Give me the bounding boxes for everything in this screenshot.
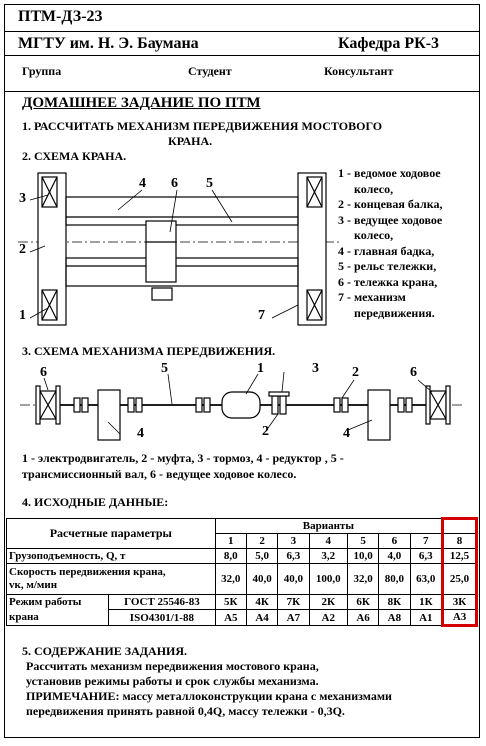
- iso-value: А2: [309, 610, 347, 626]
- param-header: Расчетные параметры: [7, 519, 216, 549]
- variant-number: 2: [246, 534, 277, 549]
- speed-value: 100,0: [309, 564, 347, 595]
- mech-label-1: 1: [257, 361, 264, 376]
- variant-8-top: [443, 519, 477, 534]
- crane-label-3: 3: [19, 191, 26, 206]
- crane-label-1: 1: [19, 308, 26, 323]
- speed-value: 40,0: [246, 564, 277, 595]
- legend-item: 3 - ведущее ходовое: [338, 212, 443, 227]
- university: МГТУ им. Н. Э. Баумана: [18, 35, 199, 52]
- gost-value: 1К: [410, 595, 443, 610]
- gost-value: 4К: [246, 595, 277, 610]
- gost-value: 7К: [278, 595, 309, 610]
- mech-label-6: 6: [410, 365, 417, 380]
- mech-legend-line2: трансмиссионный вал, 6 - ведущее ходовое колесо.: [22, 467, 297, 481]
- mech-label-3: 3: [312, 361, 319, 376]
- gost-value: 2К: [309, 595, 347, 610]
- variant-number: 7: [410, 534, 443, 549]
- section2-title: 2. СХЕМА КРАНА.: [22, 149, 127, 163]
- mech-label-4: 4: [343, 426, 350, 441]
- mech-label-2: 2: [262, 424, 269, 439]
- crane-label-5: 5: [206, 176, 213, 191]
- iso-value-highlighted: А3: [443, 610, 477, 626]
- capacity-value: 6,3: [278, 549, 309, 564]
- mech-legend-line1: 1 - электродвигатель, 2 - муфта, 3 - тормоз, 4 - редуктор , 5 -: [22, 451, 344, 465]
- gost-label: ГОСТ 25546-83: [109, 595, 215, 610]
- speed-value: 32,0: [215, 564, 246, 595]
- section5-line4: передвижения принять равной 0,4Q, массу тележки - 0,3Q.: [26, 704, 345, 718]
- capacity-value: 5,0: [246, 549, 277, 564]
- capacity-value-highlighted: 12,5: [443, 549, 477, 564]
- legend-item: 7 - механизм: [338, 290, 406, 304]
- crane-label-6: 6: [171, 176, 178, 191]
- variant-number: 1: [215, 534, 246, 549]
- legend-item: колесо,: [354, 181, 394, 196]
- iso-value: А8: [379, 610, 410, 626]
- capacity-value: 4,0: [379, 549, 410, 564]
- section3-title: 3. СХЕМА МЕХАНИЗМА ПЕРЕДВИЖЕНИЯ.: [22, 344, 276, 358]
- section5-title: 5. СОДЕРЖАНИЕ ЗАДАНИЯ.: [22, 644, 188, 658]
- params-table: [6, 517, 478, 627]
- variant-number: 5: [347, 534, 378, 549]
- speed-value-highlighted: 25,0: [443, 564, 477, 595]
- doc-code: ПТМ-ДЗ-23: [18, 8, 103, 25]
- speed-label-line1: Скорость передвижения крана,: [9, 566, 166, 578]
- student-label: Студент: [188, 64, 232, 78]
- speed-label-line2: vк, м/мин: [9, 579, 58, 591]
- mech-label-6: 6: [40, 365, 47, 380]
- iso-value: А1: [410, 610, 443, 626]
- section5-line2: установив режимы работы и срок службы механизма.: [26, 674, 319, 688]
- mode-label-line2: крана: [7, 610, 109, 626]
- capacity-value: 3,2: [309, 549, 347, 564]
- variant-number: 4: [309, 534, 347, 549]
- variant-number: 3: [278, 534, 309, 549]
- capacity-value: 10,0: [347, 549, 378, 564]
- legend-item: колесо,: [354, 228, 394, 242]
- section4-title: 4. ИСХОДНЫЕ ДАННЫЕ:: [22, 495, 169, 509]
- consultant-label: Консультант: [324, 64, 394, 78]
- speed-value: 32,0: [347, 564, 378, 595]
- speed-value: 40,0: [278, 564, 309, 595]
- capacity-label: Грузоподъемность, Q, т: [7, 549, 216, 564]
- crane-label-7: 7: [258, 308, 265, 323]
- mech-label-2: 2: [352, 365, 359, 380]
- gost-value: 6К: [347, 595, 378, 610]
- variants-header: Варианты: [215, 519, 442, 534]
- iso-value: А5: [215, 610, 246, 626]
- section5-line3: ПРИМЕЧАНИЕ: массу металлоконструкции крана с механизмами: [26, 689, 392, 703]
- mode-label-line1: Режим работы: [7, 595, 109, 610]
- capacity-value: 6,3: [410, 549, 443, 564]
- section1-line1: 1. РАССЧИТАТЬ МЕХАНИЗМ ПЕРЕДВИЖЕНИЯ МОСТОВОГО: [22, 119, 383, 133]
- page-title: ДОМАШНЕЕ ЗАДАНИЕ ПО ПТМ: [22, 95, 261, 111]
- crane-label-2: 2: [19, 242, 26, 257]
- mech-label-4: 4: [137, 426, 144, 441]
- section1-line2: КРАНА.: [168, 134, 213, 148]
- legend-item: передвижения.: [354, 305, 435, 320]
- gost-value: 8К: [379, 595, 410, 610]
- speed-value: 63,0: [410, 564, 443, 595]
- capacity-value: 8,0: [215, 549, 246, 564]
- iso-value: А7: [278, 610, 309, 626]
- iso-label: ISO4301/1-88: [109, 610, 215, 626]
- legend-item: 6 - тележка крана,: [338, 274, 438, 289]
- legend-item: 2 - концевая балка,: [338, 197, 443, 211]
- gost-value: 5К: [215, 595, 246, 610]
- variant-number: 6: [379, 534, 410, 549]
- speed-label: [7, 564, 216, 595]
- iso-value: А4: [246, 610, 277, 626]
- iso-value: А6: [347, 610, 378, 626]
- gost-value-highlighted: 3К: [443, 595, 477, 610]
- legend-item: 1 - ведомое ходовое: [338, 166, 441, 180]
- legend-item: 4 - главная бадка,: [338, 243, 435, 258]
- section5-line1: Рассчитать механизм передвижения мостового крана,: [26, 659, 319, 673]
- department: Кафедра РК-3: [338, 35, 440, 52]
- speed-value: 80,0: [379, 564, 410, 595]
- legend-item: 5 - рельс тележки,: [338, 259, 437, 273]
- mech-label-5: 5: [161, 361, 168, 376]
- group-label: Группа: [22, 64, 62, 78]
- variant-number-highlighted: 8: [443, 534, 477, 549]
- crane-label-4: 4: [139, 176, 146, 191]
